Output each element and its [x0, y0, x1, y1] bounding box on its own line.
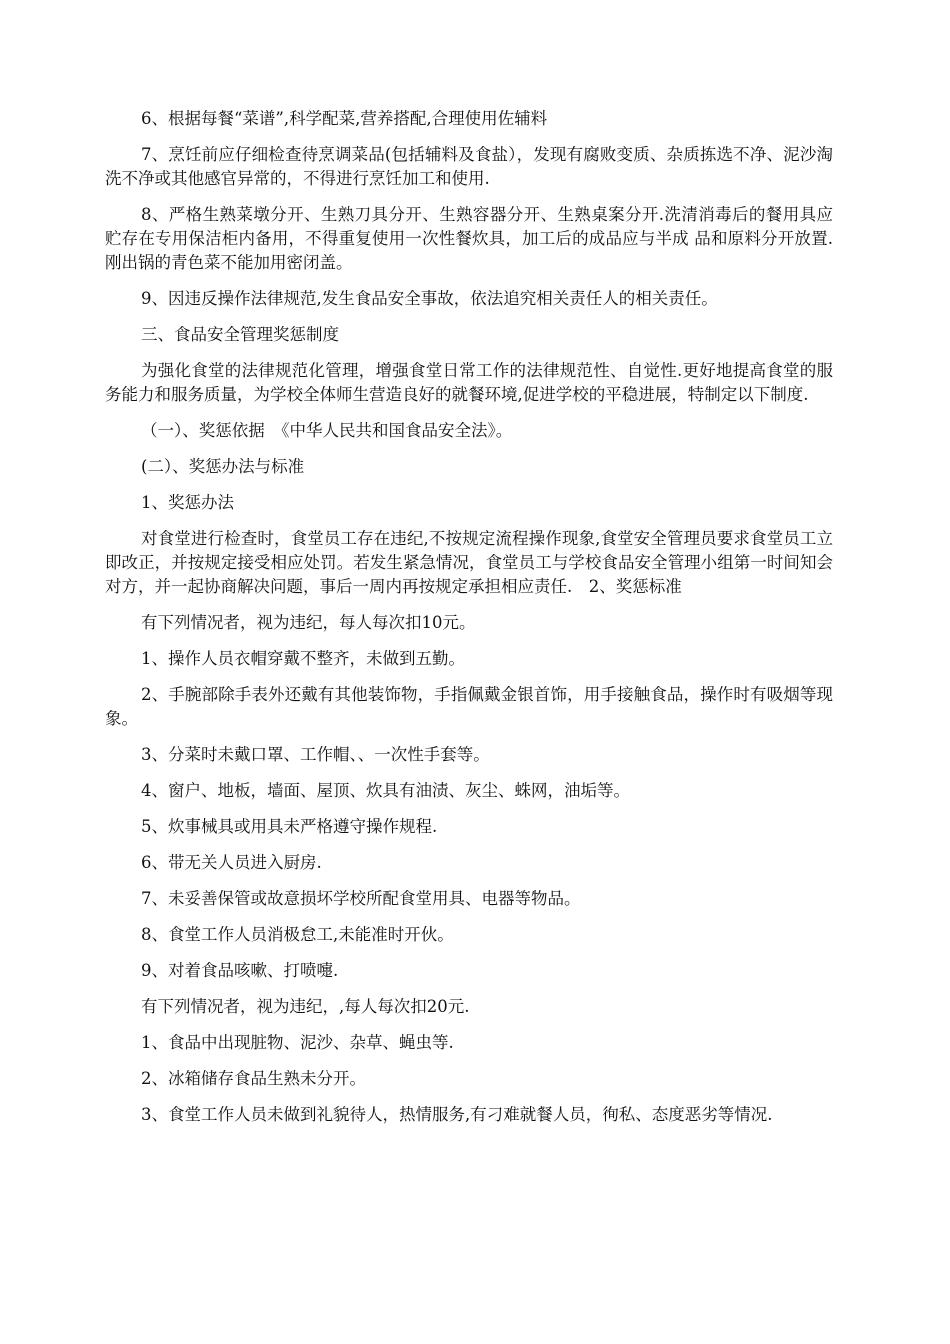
paragraph: 9、因违反操作法律规范,发生食品安全事故，依法追究相关责任人的相关责任。	[141, 289, 718, 308]
list-item: 2、冰箱储存食品生熟未分开。	[141, 1069, 366, 1088]
document-body	[105, 107, 833, 1127]
list-item: 9、对着食品咳嗽、打喷嚏.	[141, 961, 339, 980]
list-item: 1、食品中出现脏物、泥沙、杂草、蝇虫等.	[141, 1033, 454, 1052]
item-heading: 1、奖惩办法	[141, 493, 234, 512]
paragraph: 对食堂进行检查时，食堂员工存在违纪,不按规定流程操作现象,食堂安全管理员要求食堂员工立即改正，并按规定接受相应处罚。若发生紧急情况，食堂员工与学校食品安全管理小组第一时间知会对方，并一起协商解决问题，事后一周内再按规定承担相应责任. 2、奖惩标准	[105, 529, 833, 596]
list-item: 1、操作人员衣帽穿戴不整齐，未做到五勤。	[141, 649, 465, 668]
paragraph: 6、根据每餐“菜谱”,科学配菜,营养搭配,合理使用佐辅料	[141, 109, 548, 128]
paragraph: 为强化食堂的法律规范化管理，增强食堂日常工作的法律规范性、自觉性.更好地提高食堂的服务能力和服务质量，为学校全体师生营造良好的就餐环境,促进学校的平稳进展，特制定以下制度.	[105, 361, 833, 404]
paragraph: 有下列情况者，视为违纪，,每人每次扣20元.	[141, 997, 470, 1016]
list-item: 4、窗户、地板，墙面、屋顶、炊具有油渍、灰尘、蛛网，油垢等。	[141, 781, 630, 800]
section-heading: 三、食品安全管理奖惩制度	[141, 325, 339, 344]
subsection-heading: (二）、奖惩办法与标准	[141, 457, 305, 476]
list-item: 5、炊事械具或用具未严格遵守操作规程.	[141, 817, 438, 836]
paragraph: 7、烹饪前应仔细检查待烹调菜品(包括辅料及食盐），发现有腐败变质、杂质拣选不净、泥沙淘洗不净或其他感官异常的，不得进行烹饪加工和使用.	[105, 145, 833, 188]
list-item: 3、分菜时未戴口罩、工作帽、、一次性手套等。	[141, 745, 490, 764]
list-item: 7、未妥善保管或故意损坏学校所配食堂用具、电器等物品。	[141, 889, 581, 908]
subsection-heading: （一）、奖惩依据 《中华人民共和国食品安全法》。	[141, 421, 513, 440]
list-item: 3、食堂工作人员未做到礼貌待人，热情服务,有刁难就餐人员，徇私、态度恶劣等情况.	[141, 1105, 773, 1124]
list-item: 8、食堂工作人员消极怠工,未能准时开伙。	[141, 925, 454, 944]
list-item: 2、手腕部除手表外还戴有其他装饰物，手指佩戴金银首饰，用手接触食品，操作时有吸烟等现象。	[105, 685, 833, 728]
paragraph: 8、严格生熟菜墩分开、生熟刀具分开、生熟容器分开、生熟桌案分开.洗清消毒后的餐用具应贮存在专用保洁柜内备用，不得重复使用一次性餐炊具，加工后的成品应与半成 品和原料分开放置.刚出锅的青色菜不能加用密闭盖。	[105, 205, 833, 272]
list-item: 6、带无关人员进入厨房.	[141, 853, 322, 872]
paragraph: 有下列情况者，视为违纪，每人每次扣10元。	[141, 613, 476, 632]
